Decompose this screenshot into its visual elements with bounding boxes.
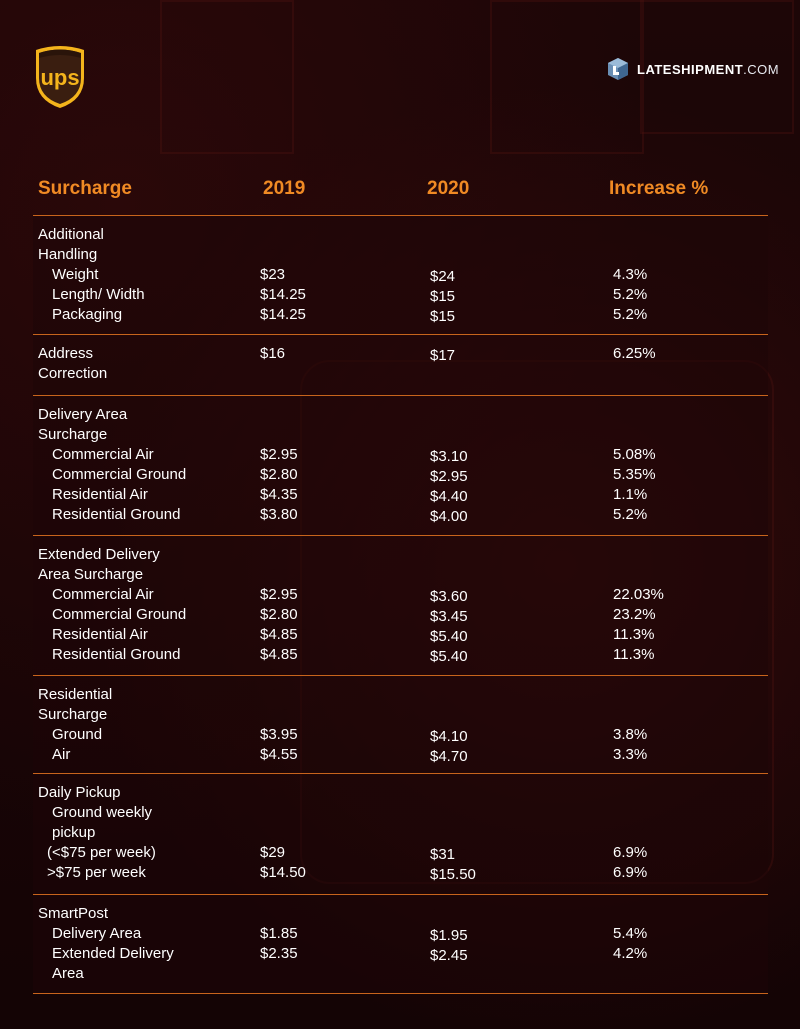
value-2020: $3.45 <box>430 608 468 625</box>
value-2019: $2.80 <box>260 606 298 623</box>
row-label: Commercial Air <box>52 446 154 463</box>
section-title: Residential <box>38 686 113 703</box>
header-2019: 2019 <box>263 178 306 199</box>
value-increase: 3.8% <box>613 726 648 743</box>
value-2019: $4.85 <box>260 646 298 663</box>
value-2019: $14.25 <box>260 306 306 323</box>
value-2020: $3.10 <box>430 448 468 465</box>
svg-text:ups: ups <box>40 65 80 90</box>
value-increase: 11.3% <box>613 626 655 643</box>
brand-name: LATESHIPMENT.COM <box>637 61 780 77</box>
section-title: Daily Pickup <box>38 784 121 801</box>
value-2020: $3.60 <box>430 588 468 605</box>
value-2019: $2.95 <box>260 446 298 463</box>
lateshipment-brand <box>606 57 779 81</box>
header-2020: 2020 <box>427 178 470 199</box>
section-band <box>33 676 768 773</box>
value-increase: 5.2% <box>613 286 648 303</box>
value-2020: $2.45 <box>430 947 468 964</box>
row-label: Residential Air <box>52 486 148 503</box>
value-2019: $14.50 <box>260 864 306 881</box>
value-2019: $2.95 <box>260 586 298 603</box>
section-title: Surcharge <box>38 426 108 443</box>
value-2019: $4.85 <box>260 626 298 643</box>
value-2020: $4.00 <box>430 508 468 525</box>
value-2020: $4.70 <box>430 748 468 765</box>
value-increase: 23.2% <box>613 606 656 623</box>
value-2019: $16 <box>260 345 286 362</box>
row-label: Commercial Ground <box>52 606 187 623</box>
row-label: Delivery Area <box>52 925 142 942</box>
value-2019: $14.25 <box>260 286 306 303</box>
value-increase: 6.9% <box>613 844 648 861</box>
value-increase: 3.3% <box>613 746 648 763</box>
lateshipment-cube-icon <box>606 57 630 81</box>
row-label: Weight <box>52 266 99 283</box>
value-2020: $4.40 <box>430 488 468 505</box>
background-window <box>160 0 294 154</box>
table-divider <box>33 993 768 994</box>
value-2020: $15 <box>430 308 456 325</box>
section-title: Area Surcharge <box>38 566 144 583</box>
value-increase: 5.2% <box>613 506 648 523</box>
value-2020: $5.40 <box>430 628 468 645</box>
value-2019: $2.35 <box>260 945 298 962</box>
section-title: Delivery Area <box>38 406 128 423</box>
value-2019: $3.80 <box>260 506 298 523</box>
value-2019: $4.55 <box>260 746 298 763</box>
value-2020: $15.50 <box>430 866 476 883</box>
value-increase: 6.9% <box>613 864 648 881</box>
value-2019: $1.85 <box>260 925 298 942</box>
value-2020: $17 <box>430 347 456 364</box>
section-subtitle: pickup <box>52 824 96 841</box>
row-label: Packaging <box>52 306 123 323</box>
section-title: SmartPost <box>38 905 109 922</box>
section-title: Surcharge <box>38 706 108 723</box>
value-increase: 11.3% <box>613 646 655 663</box>
value-2019: $2.80 <box>260 466 298 483</box>
value-2019: $29 <box>260 844 286 861</box>
row-label: Extended Delivery <box>52 945 174 962</box>
row-label: Commercial Ground <box>52 466 187 483</box>
section-title: Handling <box>38 246 98 263</box>
value-2019: $3.95 <box>260 726 298 743</box>
value-increase: 4.2% <box>613 945 648 962</box>
value-increase: 5.2% <box>613 306 648 323</box>
section-band <box>33 216 768 334</box>
header-surcharge: Surcharge <box>38 178 132 199</box>
value-increase: 5.4% <box>613 925 648 942</box>
value-2019: $23 <box>260 266 286 283</box>
row-label-cont: Area <box>52 965 84 982</box>
row-label: Residential Air <box>52 626 148 643</box>
value-2020: $1.95 <box>430 927 468 944</box>
row-label: Air <box>52 746 71 763</box>
value-2020: $31 <box>430 846 456 863</box>
value-2020: $4.10 <box>430 728 468 745</box>
value-increase: 22.03% <box>613 586 664 603</box>
value-increase: 5.08% <box>613 446 656 463</box>
value-2020: $2.95 <box>430 468 468 485</box>
row-label: Ground <box>52 726 103 743</box>
row-label: Residential Ground <box>52 506 181 523</box>
section-band <box>33 335 768 395</box>
header-increase: Increase % <box>609 178 709 199</box>
ups-logo <box>32 44 88 110</box>
row-label: >$75 per week <box>47 864 146 881</box>
section-title: Extended Delivery <box>38 546 160 563</box>
value-increase: 6.25% <box>613 345 656 362</box>
row-label: Commercial Air <box>52 586 154 603</box>
row-label: (<$75 per week) <box>47 844 156 861</box>
value-increase: 1.1% <box>613 486 648 503</box>
value-2020: $5.40 <box>430 648 468 665</box>
value-2020: $24 <box>430 268 456 285</box>
value-increase: 4.3% <box>613 266 648 283</box>
row-label: Residential Ground <box>52 646 181 663</box>
section-title: Address <box>38 345 94 362</box>
row-label: Length/ Width <box>52 286 145 303</box>
value-2019: $4.35 <box>260 486 298 503</box>
value-2020: $15 <box>430 288 456 305</box>
section-subtitle: Ground weekly <box>52 804 153 821</box>
section-title: Correction <box>38 365 108 382</box>
section-title: Additional <box>38 226 104 243</box>
value-increase: 5.35% <box>613 466 656 483</box>
